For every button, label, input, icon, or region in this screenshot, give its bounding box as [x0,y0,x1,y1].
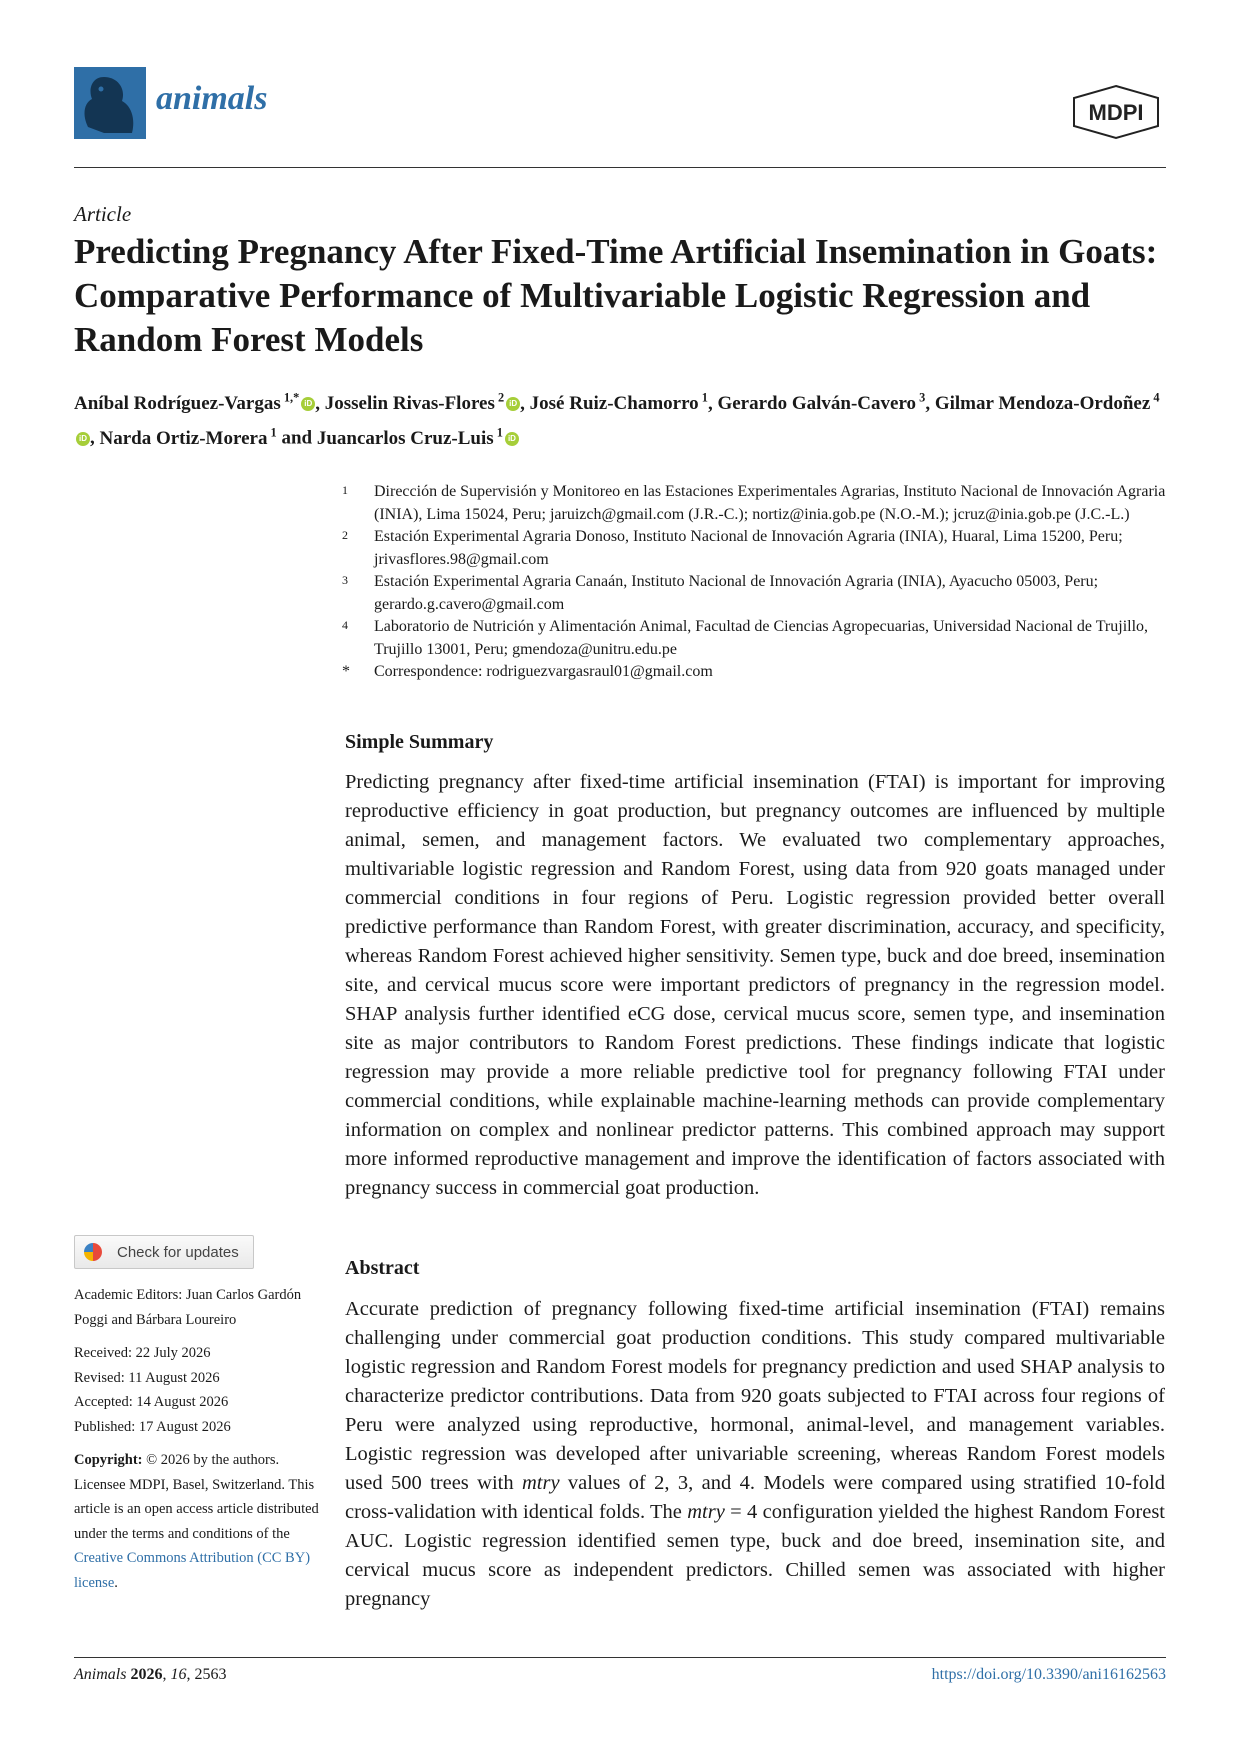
abstract-part: = 4 configuration yielded the highest Random Forest AUC. Logistic regression identified semen type, buck and doe breed, insemination site, and cervical mucus score as independent predictors. Chilled semen was associated with higher pregnancy [345,1501,1165,1610]
affiliation-item [342,616,1172,661]
author-affiliation-mark: 2 [494,391,505,405]
affiliation-item [342,481,1172,526]
correspondence-mark: * [342,663,350,680]
author-name: Narda Ortiz-Morera [99,427,268,449]
footer-journal: Animals [74,1666,127,1683]
doi-link[interactable]: https://doi.org/10.3390/ani16162563 [931,1666,1166,1683]
publisher-logo[interactable] [1070,84,1162,140]
footer-article-number: 2563 [194,1666,227,1683]
article-info-sidebar [74,1283,324,1595]
orcid-icon[interactable]: iD [76,432,90,446]
footer-divider [74,1657,1166,1658]
author-name: Gerardo Galván-Cavero [717,393,917,415]
correspondence [342,661,1172,684]
author-list: Aníbal Rodríguez-Vargas $^{1,*}$ iD , Josselin Rivas-Flores $^2$ iD , José Ruiz-Chamorro $^1$, Gerardo Galván-Cavero $^3$, Gilmar Mendoza-Ordoñez $^4$iD , Narda Ortiz-Morera $^1$ and Juancarlos Cruz-Luis $^1$ iD [74,391,1160,449]
received-date: Received: 22 July 2026 [74,1345,211,1361]
author-affiliation-mark: 1,* [280,391,300,405]
author-name: Gilmar Mendoza-Ordoñez [934,393,1151,415]
affiliation-number: 4 [342,618,348,632]
orcid-icon[interactable]: iD [506,397,520,411]
academic-editors: Academic Editors: Juan Carlos Gardón Poggi and Bárbara Loureiro [74,1287,302,1328]
affiliation-number: 3 [342,573,348,587]
author-affiliation-mark: 4 [1150,391,1160,405]
abstract-heading: Abstract [345,1257,420,1279]
author-affiliation-mark: 1 [698,391,708,405]
affiliation-text: Laboratorio de Nutrición y Alimentación Animal, Facultad de Ciencias Agropecuarias, Universidad Nacional de Trujillo, Trujillo 13001, Peru; gmendoza@unitru.edu.pe [374,618,1149,658]
affiliation-number: 1 [342,483,348,497]
author-name: Aníbal Rodríguez-Vargas [74,393,281,415]
affiliation-text: Estación Experimental Agraria Canaán, Instituto Nacional de Innovación Agraria (INIA), Ayacucho 05003, Peru; gerardo.g.cavero@gmail.com [374,573,1099,613]
publisher-name: MDPI [1088,100,1144,125]
author-name: José Ruiz-Chamorro [529,393,699,415]
copyright-text: © 2026 by the authors. Licensee MDPI, Basel, Switzerland. This article is an open access article distributed under the terms and conditions of the [74,1452,319,1542]
published-date: Published: 17 August 2026 [74,1418,231,1435]
accepted-date: Accepted: 14 August 2026 [74,1394,229,1410]
header-divider [74,167,1166,168]
license-link[interactable]: Creative Commons Attribution (CC BY) license [74,1550,311,1591]
simple-summary-heading: Simple Summary [345,731,494,753]
crossmark-icon [84,1243,102,1261]
revised-date: Revised: 11 August 2026 [74,1369,220,1386]
journal-name[interactable]: animals [156,80,268,117]
affiliation-number: 2 [342,528,348,542]
author [717,393,925,414]
mtry-term: mtry [521,1472,560,1494]
footer-volume: 16 [170,1666,187,1683]
check-for-updates-button[interactable] [74,1235,254,1269]
orcid-icon[interactable]: iD [505,432,519,446]
mtry-term: mtry [687,1501,725,1523]
article-type: Article [74,202,132,226]
author [99,425,277,449]
abstract-part: Accurate prediction of pregnancy following fixed-time artificial insemination (FTAI) remains challenging under commercial goat production conditions. This study compared multivariable logistic regression and Random Forest models for pregnancy prediction and used SHAP analysis to characterize predictor contributions. Data from 920 goats subjected to FTAI across four regions of Peru were analyzed using reproductive, hormonal, animal-level, and management variables. Logistic regression was developed after univariable screening, whereas Random Forest models used 500 trees with [345,1298,1165,1494]
paper-title: Predicting Pregnancy After Fixed-Time Artificial Insemination in Goats: Comparative Performance of Multivariable Logistic Regression and Random Forest Models [74,232,1158,359]
author-affiliation-mark: 1 [267,425,277,440]
orcid-icon[interactable]: iD [301,397,315,411]
abstract-part: values of 2, 3, and 4. Models were compared using stratified 10-fold cross-validation with identical folds. The [345,1472,1165,1523]
author [74,393,315,414]
correspondence-text: Correspondence: rodriguezvargasraul01@gmail.com [374,663,713,680]
affiliation-item [342,571,1172,616]
affiliation-list [342,481,1172,684]
author [316,425,519,449]
author-name: Juancarlos Cruz-Luis [316,427,494,449]
footer-year: 2026 [130,1666,163,1683]
author [530,393,708,414]
affiliation-item [342,526,1172,571]
simple-summary-text: Predicting pregnancy after fixed-time artificial insemination (FTAI) is important for improving reproductive efficiency in goat production, but pregnancy outcomes are influenced by multiple animal, semen, and management factors. We evaluated two complementary approaches, multivariable logistic regression and Random Forest, using data from 920 goats managed under commercial conditions in four regions of Peru. Logistic regression provided better overall predictive performance than Random Forest, with greater discrimination, accuracy, and specificity, whereas Random Forest achieved higher sensitivity. Semen type, buck and doe breed, insemination site, and cervical mucus score were important predictors of pregnancy in the regression model. SHAP analysis further identified eCG dose, cervical mucus score, semen type, and insemination site as major contributors to Random Forest predictions. These findings indicate that logistic regression may provide a more reliable predictive tool for pregnancy following FTAI under commercial conditions, while explainable machine-learning methods can provide complementary information on complex and nonlinear predictor patterns. This combined approach may support more informed reproductive management and improve the identification of factors associated with pregnancy success in commercial goat production. [345,771,1165,1199]
abstract-text [345,1295,1165,1614]
footer-citation: Animals 2026, 16, 2563 [74,1666,227,1683]
journal-logo-icon [74,67,146,139]
copyright-label: Copyright: [74,1452,143,1468]
copyright-end: . [114,1574,118,1591]
affiliation-text: Estación Experimental Agraria Donoso, Instituto Nacional de Innovación Agraria (INIA), Huaral, Lima 15200, Peru; jrivasflores.98@gmail.com [374,528,1123,568]
copyright-notice [74,1448,324,1595]
author [325,393,520,414]
affiliation-text: Dirección de Supervisión y Monitoreo en las Estaciones Experimentales Agrarias, Instituto Nacional de Innovación Agraria (INIA), Lima 15024, Peru; jaruizch@gmail.com (J.R.-C.); nortiz@inia.gob.pe (N.O.-M.); jcruz@inia.gob.pe (J.C.-L.) [374,483,1166,523]
author-affiliation-mark: 1 [493,425,503,440]
check-for-updates-label: Check for updates [117,1244,239,1261]
author-name: Josselin Rivas-Flores [324,393,495,415]
author-affiliation-mark: 3 [916,391,926,405]
